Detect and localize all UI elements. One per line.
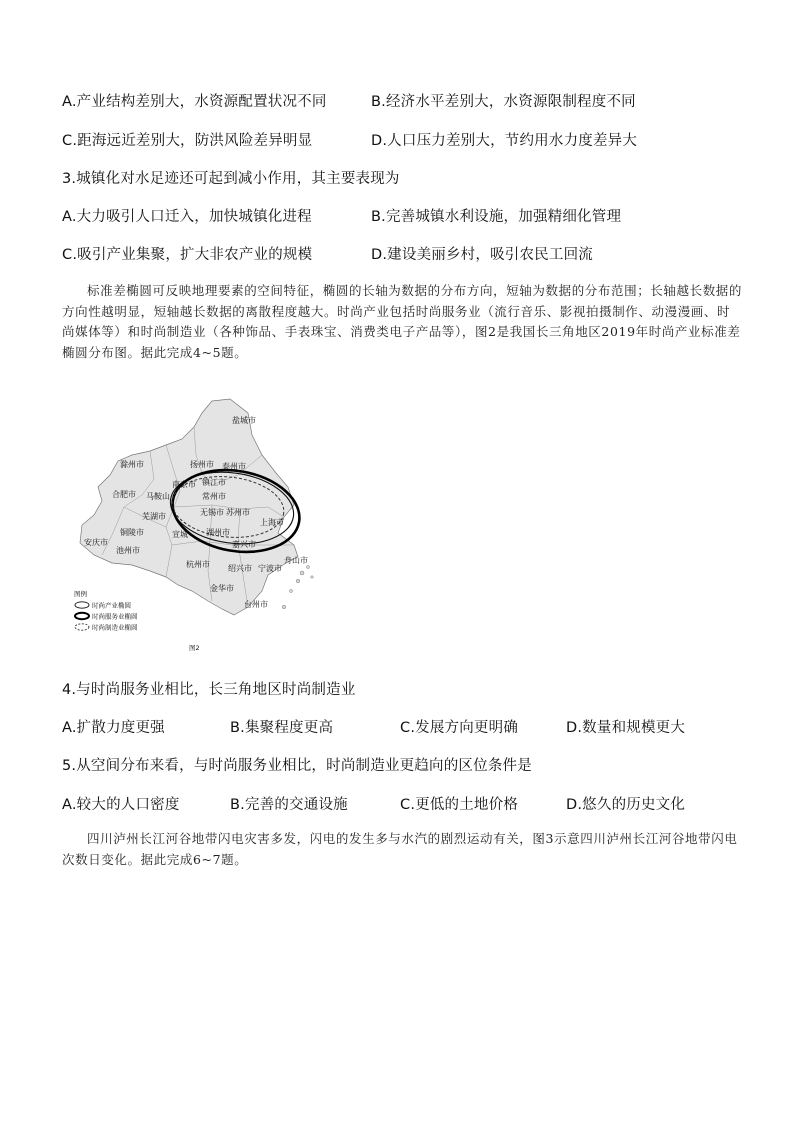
q3-option-a: A.大力吸引人口迁入，加快城镇化进程 — [62, 209, 312, 225]
city-hangzhou: 杭州市 — [186, 560, 210, 569]
q3-option-c: C.吸引产业集聚，扩大非农产业的规模 — [62, 247, 313, 263]
q3-stem: 3.城镇化对水足迹还可起到减小作用，其主要表现为 — [62, 171, 400, 187]
city-zhoushan: 舟山市 — [284, 556, 308, 565]
passage-6-7-text: 四川泸州长江河谷地带闪电灾害多发，闪电的发生多与水汽的剧烈运动有关，图3示意四川泸州长江河谷地带闪电次数日变化。据此完成6~7题。 — [62, 831, 738, 867]
city-chuzhou: 滁州市 — [120, 460, 144, 469]
legend-symbol-industry — [75, 602, 89, 608]
legend-label-manufacturing: 时尚制造业椭圆 — [92, 623, 138, 632]
city-anqing: 安庆市 — [84, 538, 108, 547]
q5-option-a: A.较大的人口密度 — [62, 797, 180, 813]
passage-6-7 — [62, 829, 742, 870]
q5-option-c: C.更低的土地价格 — [400, 797, 519, 813]
q2-option-b: B.经济水平差别大，水资源限制程度不同 — [371, 94, 636, 110]
q4-option-c: C.发展方向更明确 — [400, 720, 519, 736]
q5-option-d: D.悠久的历史文化 — [566, 797, 686, 813]
city-changzhou: 常州市 — [202, 492, 226, 501]
city-ningbo: 宁波市 — [258, 564, 282, 573]
map-islands — [282, 566, 313, 609]
legend-title: 图例 — [74, 590, 87, 598]
city-tongling: 铜陵市 — [120, 528, 144, 537]
figure-2-map — [62, 395, 332, 657]
city-chizhou: 池州市 — [116, 546, 140, 555]
city-suzhou: 苏州市 — [226, 508, 250, 517]
q2-option-a: A.产业结构差别大，水资源配置状况不同 — [62, 94, 327, 110]
city-xuancheng: 宣城 — [172, 530, 188, 539]
q5-stem: 5.从空间分布来看，与时尚服务业相比，时尚制造业更趋向的区位条件是 — [62, 758, 532, 774]
city-shaoxing: 绍兴市 — [228, 564, 252, 573]
legend-label-industry: 时尚产业椭圆 — [92, 601, 131, 610]
q2-option-c: C.距海远近差别大，防洪风险差异明显 — [62, 133, 313, 149]
city-jinhua: 金华市 — [210, 584, 234, 593]
city-yangzhou: 扬州市 — [190, 460, 214, 469]
city-hefei: 合肥市 — [112, 490, 136, 499]
figure-2-caption: 图2 — [189, 644, 200, 652]
city-shanghai: 上海市 — [260, 518, 284, 527]
city-nanjing: 南京市 — [172, 480, 196, 489]
q4-option-b: B.集聚程度更高 — [230, 720, 334, 736]
q3-option-d: D.建设美丽乡村，吸引农民工回流 — [371, 247, 593, 263]
passage-4-5 — [62, 281, 742, 363]
legend-symbol-service — [75, 613, 89, 619]
city-maanshan: 马鞍山 — [146, 492, 170, 501]
city-huzhou: 湖州市 — [206, 528, 230, 537]
city-wuxi: 无锡市 — [200, 508, 224, 517]
q2-option-d: D.人口压力差别大，节约用水力度差异大 — [371, 133, 638, 149]
q4-stem: 4.与时尚服务业相比，长三角地区时尚制造业 — [62, 682, 356, 698]
legend-label-service: 时尚服务业椭圆 — [92, 612, 138, 621]
city-wuhu: 芜湖市 — [142, 512, 166, 521]
city-zhenjiang: 镇江市 — [202, 478, 226, 487]
city-jiaxing: 嘉兴市 — [232, 540, 256, 549]
q3-option-b: B.完善城镇水利设施，加强精细化管理 — [371, 209, 622, 225]
passage-4-5-text: 标准差椭圆可反映地理要素的空间特征，椭圆的长轴为数据的分布方向，短轴为数据的分布范围；长轴越长数据的方向性越明显，短轴越长数据的离散程度越大。时尚产业包括时尚服务业（流行音乐、影视拍摄制作、动漫漫画、时尚媒体等）和时尚制造业（各种饰品、手表珠宝、消费类电子产品等），图2是我国长三角地区2019年时尚产业标准差椭圆分布图。据此完成4~5题。 — [62, 283, 743, 360]
legend-symbol-manufacturing — [75, 624, 89, 630]
city-taizhou-zj: 台州市 — [244, 600, 268, 609]
city-taizhou-js: 泰州市 — [222, 462, 246, 471]
map-legend — [74, 589, 138, 632]
city-yancheng: 盐城市 — [232, 416, 256, 425]
q5-option-b: B.完善的交通设施 — [230, 797, 348, 813]
q4-option-d: D.数量和规模更大 — [566, 720, 686, 736]
q4-option-a: A.扩散力度更强 — [62, 720, 165, 736]
